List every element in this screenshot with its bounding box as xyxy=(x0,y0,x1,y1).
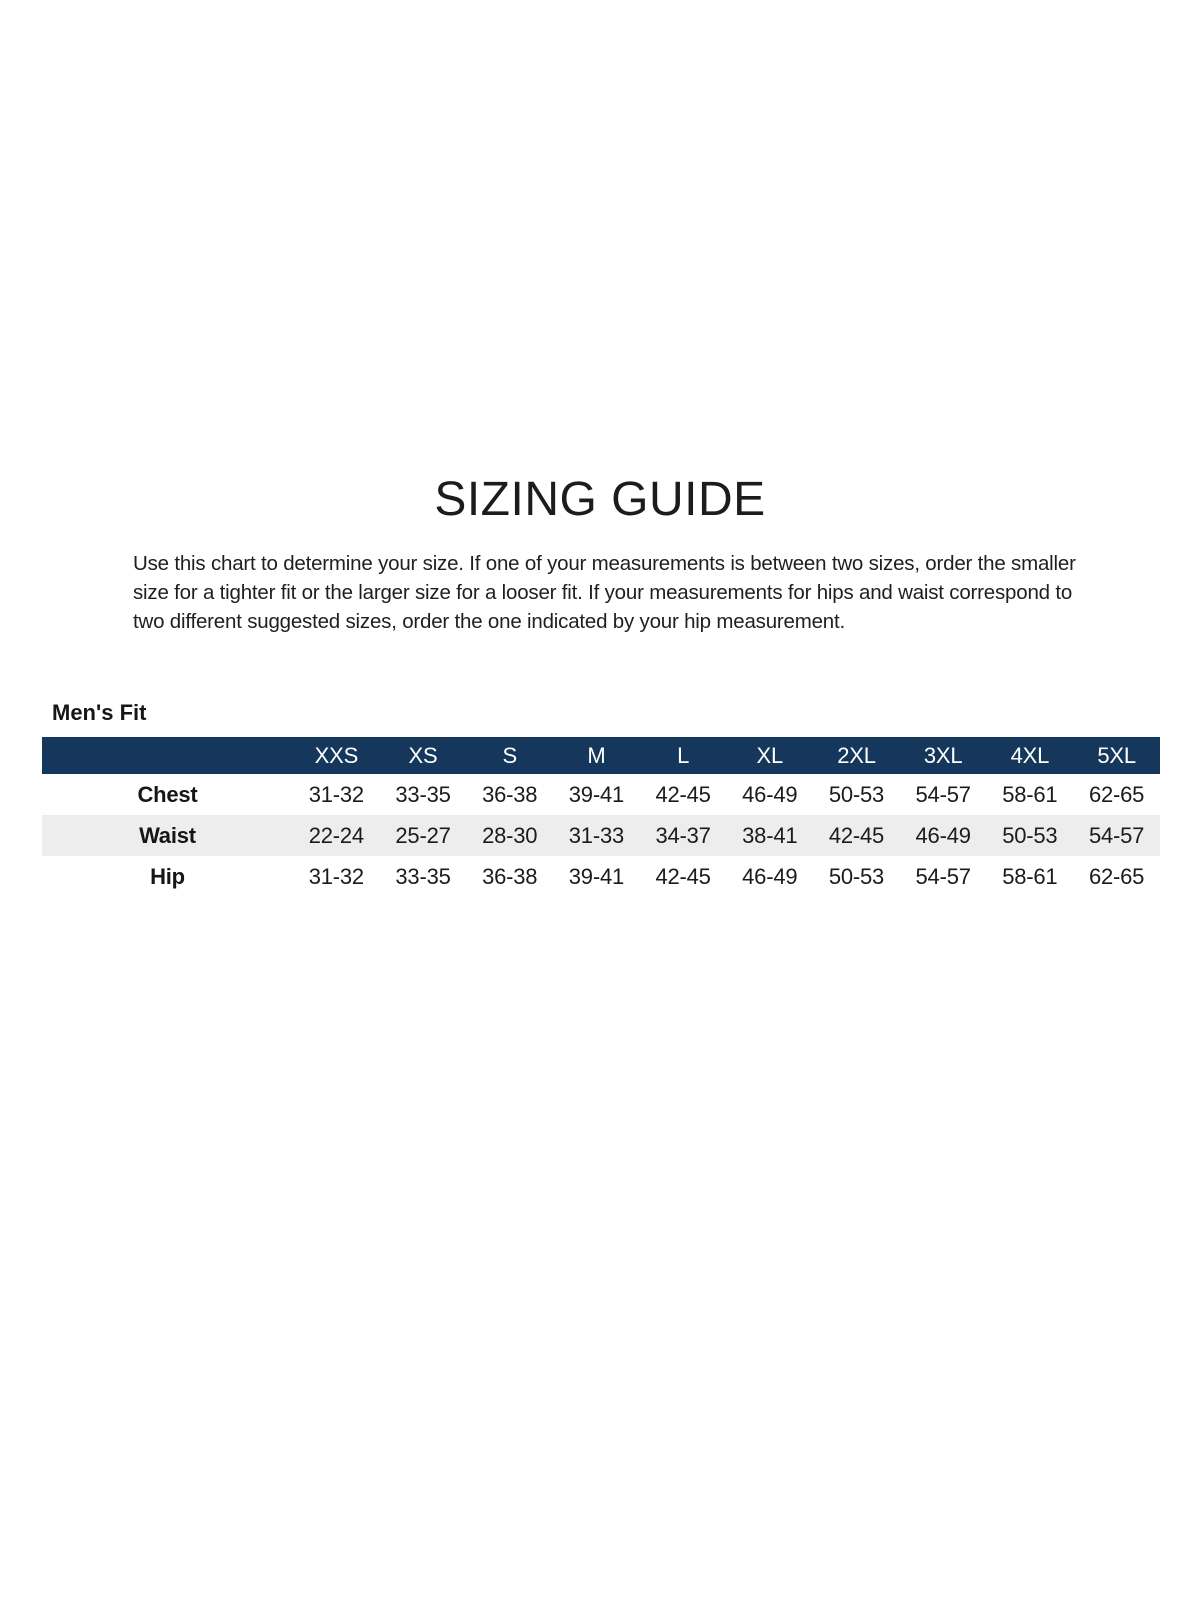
page-title: SIZING GUIDE xyxy=(434,473,766,526)
intro-line-1: Use this chart to determine your size. If one of your measurements is between two sizes, order the smaller xyxy=(133,552,1076,575)
section-label-mens-fit: Men's Fit xyxy=(52,700,147,725)
size-value-cell: 33-35 xyxy=(395,781,451,807)
size-value-cell: 62-65 xyxy=(1088,781,1145,807)
size-column-header-4xl: 4XL xyxy=(1010,742,1050,768)
corner-cell xyxy=(42,737,293,774)
size-column-header-3xl: 3XL xyxy=(923,742,963,768)
size-column-header-2xl: 2XL xyxy=(837,742,876,768)
row-label-waist: Waist xyxy=(139,822,196,848)
size-value-cell: 22-24 xyxy=(308,822,364,848)
size-value-cell: 33-35 xyxy=(395,863,451,889)
size-column-header-xl: XL xyxy=(756,742,784,768)
size-value-cell: 39-41 xyxy=(568,781,625,807)
measurement-row-chest xyxy=(42,774,1160,815)
size-value-cell: 50-53 xyxy=(828,863,885,889)
sizing-table xyxy=(42,737,1160,897)
intro-paragraph xyxy=(133,549,1093,636)
size-column-header-5xl: 5XL xyxy=(1097,742,1136,768)
size-column-header-xs: XS xyxy=(408,742,438,768)
size-value-cell: 28-30 xyxy=(482,822,538,848)
size-value-cell: 54-57 xyxy=(1088,822,1145,848)
row-label-chest: Chest xyxy=(137,781,198,807)
size-column-header-l: L xyxy=(677,742,690,768)
size-value-cell: 46-49 xyxy=(742,781,798,807)
size-value-cell: 54-57 xyxy=(915,863,971,889)
size-value-cell: 42-45 xyxy=(655,781,711,807)
size-value-cell: 31-33 xyxy=(568,822,625,848)
row-label-hip: Hip xyxy=(150,863,185,889)
size-value-cell: 54-57 xyxy=(915,781,971,807)
size-column-header-xxs: XXS xyxy=(314,742,359,768)
size-value-cell: 58-61 xyxy=(1002,863,1058,889)
size-value-cell: 31-32 xyxy=(308,781,364,807)
size-value-cell: 50-53 xyxy=(1002,822,1058,848)
intro-line-2: size for a tighter fit or the larger size for a looser fit. If your measurements for hips and waist correspond to xyxy=(133,581,1073,604)
size-value-cell: 62-65 xyxy=(1088,863,1145,889)
size-value-cell: 46-49 xyxy=(915,822,971,848)
size-value-cell: 34-37 xyxy=(655,822,711,848)
size-value-cell: 42-45 xyxy=(828,822,885,848)
size-header-row xyxy=(42,737,1160,774)
size-value-cell: 25-27 xyxy=(395,822,451,848)
size-value-cell: 36-38 xyxy=(482,781,538,807)
size-value-cell: 58-61 xyxy=(1002,781,1058,807)
size-column-header-s: S xyxy=(502,742,517,768)
size-value-cell: 50-53 xyxy=(828,781,885,807)
sizing-table-body xyxy=(42,774,1160,897)
size-value-cell: 46-49 xyxy=(742,863,798,889)
size-value-cell: 42-45 xyxy=(655,863,711,889)
measurement-row-hip xyxy=(42,856,1160,897)
size-value-cell: 31-32 xyxy=(308,863,364,889)
intro-line-3: two different suggested sizes, order the one indicated by your hip measurement. xyxy=(133,610,845,633)
size-value-cell: 38-41 xyxy=(742,822,798,848)
measurement-row-waist xyxy=(42,815,1160,856)
size-value-cell: 39-41 xyxy=(568,863,625,889)
size-column-header-m: M xyxy=(587,742,606,768)
size-value-cell: 36-38 xyxy=(482,863,538,889)
